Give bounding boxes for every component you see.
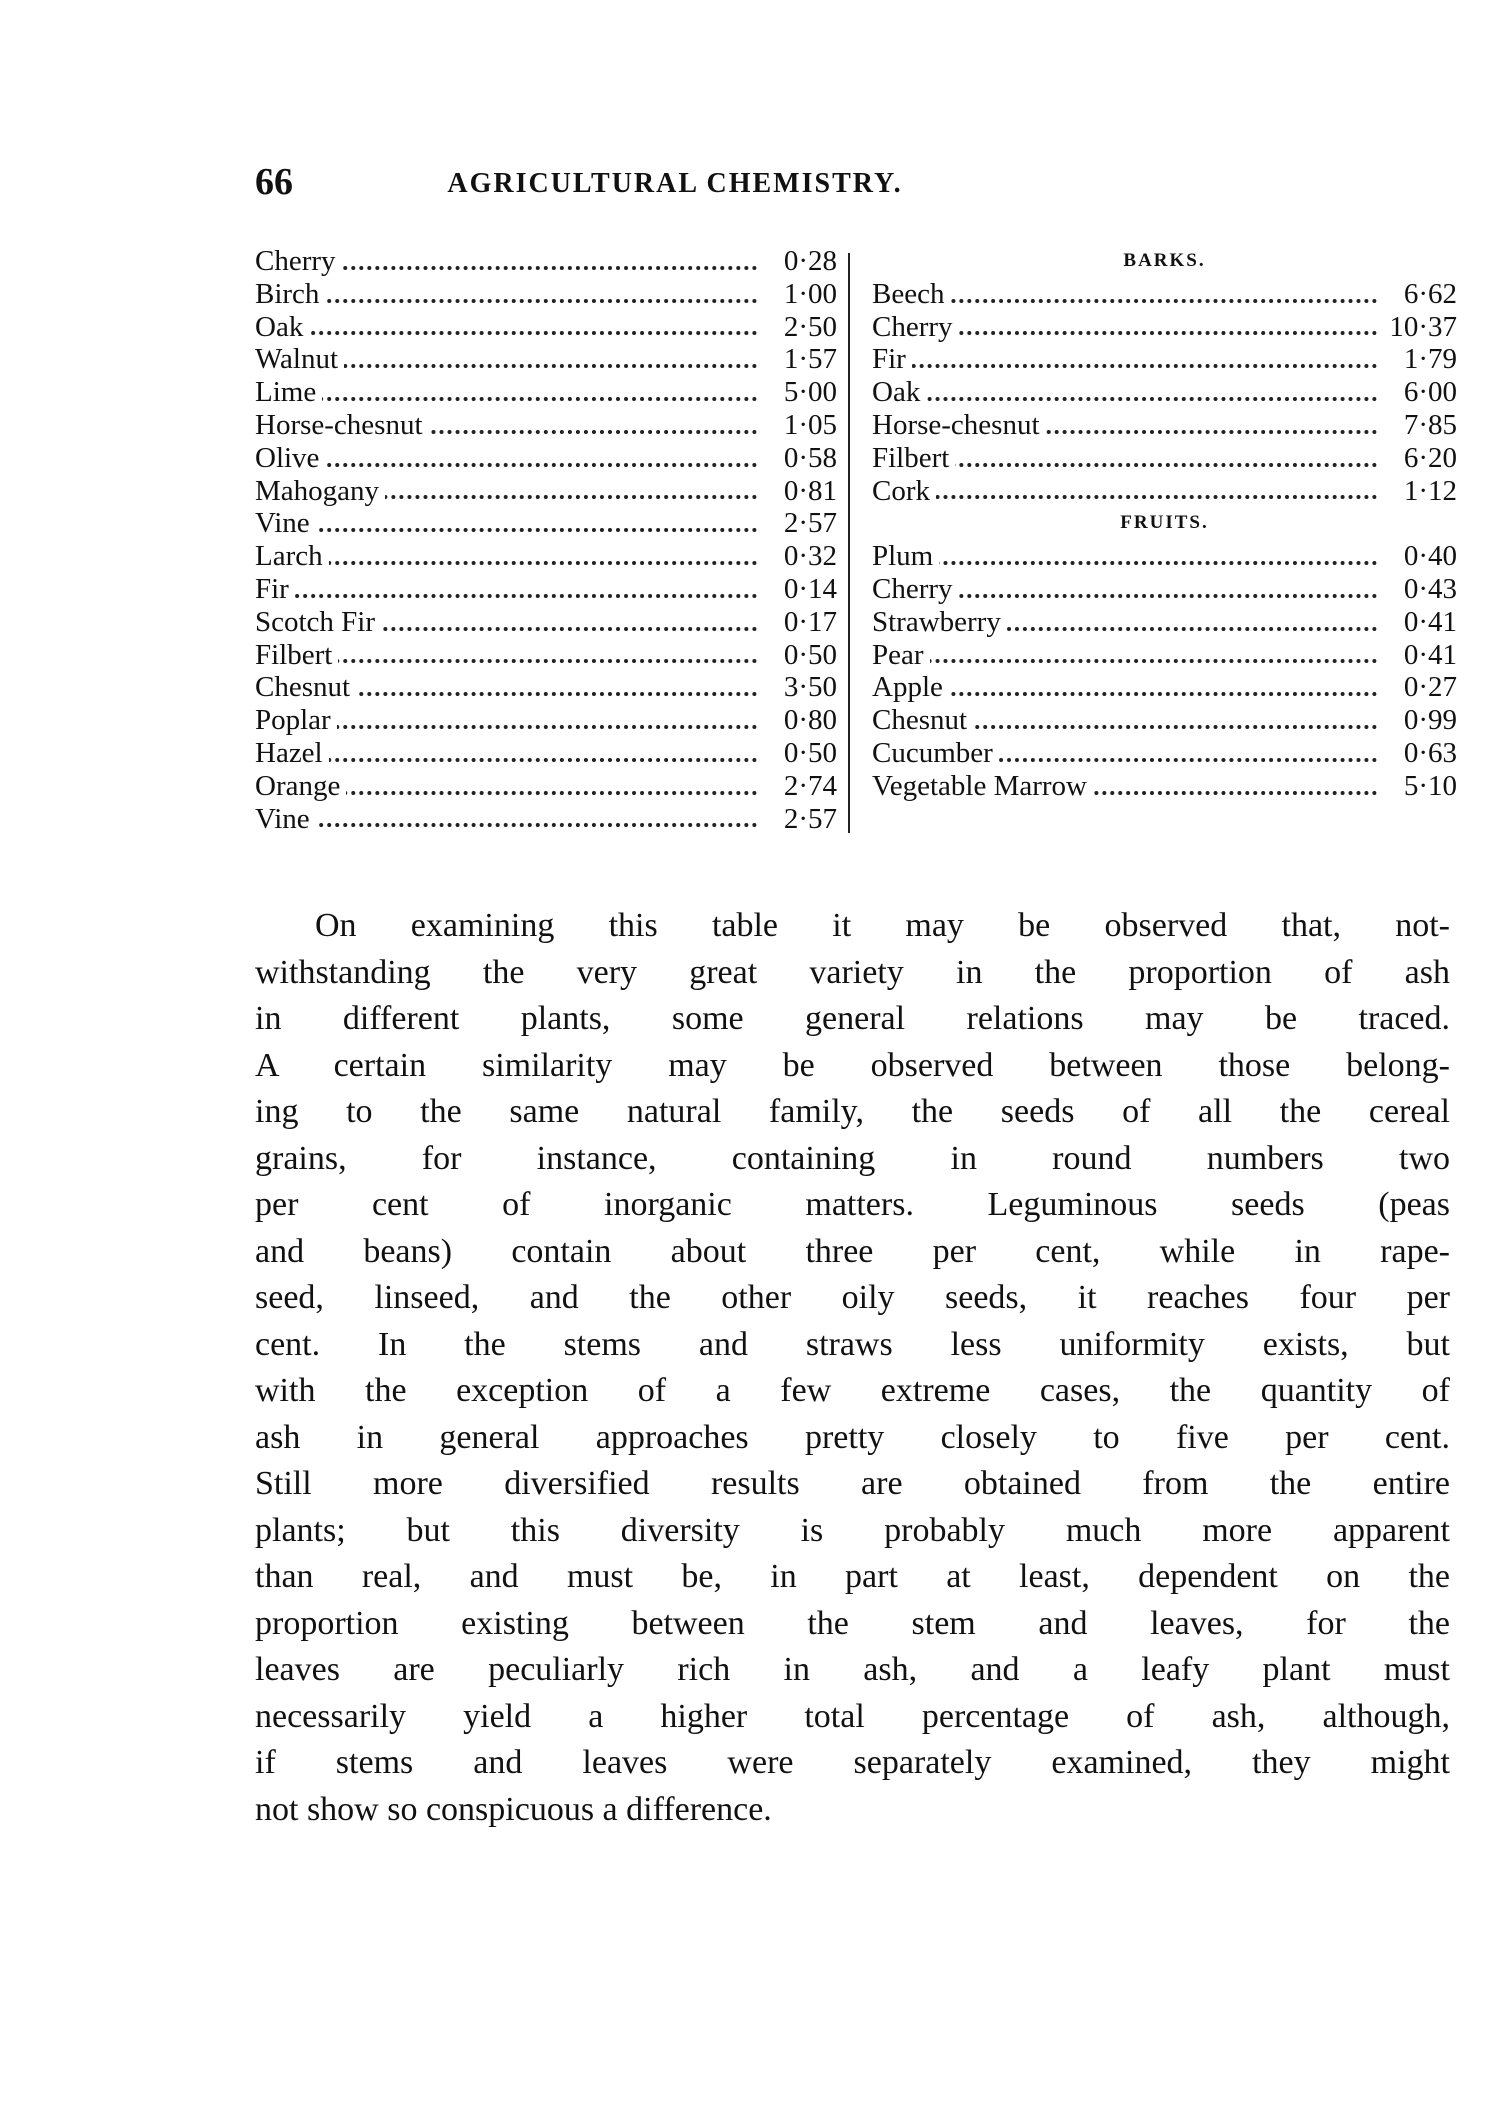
row-label: Orange (255, 770, 346, 802)
paragraph-line: plants; but this diversity is probably much more apparent (255, 1511, 1450, 1549)
row-label: Beech (872, 278, 950, 310)
table-row (872, 671, 1457, 704)
table-row (255, 573, 837, 606)
table-row (255, 704, 837, 737)
dot-leader (872, 561, 1377, 565)
paragraph-line: ing to the same natural family, the seeds of all the cereal (255, 1093, 1450, 1130)
paragraph-line: necessarily yield a higher total percentage of ash, although, (255, 1697, 1450, 1735)
table-row (872, 704, 1457, 737)
table-row (872, 409, 1457, 442)
row-label: Cherry (872, 311, 959, 343)
paragraph-line: and beans) contain about three per cent, while in rape- (255, 1232, 1450, 1270)
row-label: Scotch Fir (255, 606, 381, 638)
row-value: 0·41 (1400, 639, 1457, 672)
dot-leader (255, 299, 757, 303)
row-label: Plum (872, 540, 939, 572)
table-row (255, 245, 837, 278)
row-value: 5·10 (1400, 770, 1457, 803)
row-value: 1·57 (780, 343, 837, 376)
row-value: 0·81 (780, 475, 837, 508)
row-value: 2·57 (780, 507, 837, 540)
table-row (872, 639, 1457, 672)
table-row (255, 606, 837, 639)
row-value: 5·00 (780, 376, 837, 409)
row-value: 0·17 (780, 606, 837, 639)
barks-heading: BARKS. (1123, 250, 1206, 271)
row-value: 2·57 (780, 803, 837, 836)
row-label: Larch (255, 540, 329, 572)
dot-leader (255, 758, 757, 762)
row-label: Pear (872, 639, 930, 671)
row-label: Poplar (255, 704, 337, 736)
table-row (255, 475, 837, 508)
paragraph-line: Still more diversified results are obtained from the entire (255, 1465, 1450, 1502)
row-value: 1·12 (1400, 475, 1457, 508)
row-value: 2·74 (780, 770, 837, 803)
body-paragraph (255, 903, 1450, 1833)
table-row (255, 311, 837, 344)
row-value: 0·50 (780, 639, 837, 672)
row-value: 1·00 (780, 278, 837, 311)
table-row (255, 540, 837, 573)
table-row (255, 737, 837, 770)
paragraph-line: per cent of inorganic matters. Leguminous seeds (peas (255, 1186, 1450, 1223)
dot-leader (872, 659, 1377, 663)
row-value: 0·41 (1400, 606, 1457, 639)
table-row (255, 507, 837, 540)
paragraph-line: in different plants, some general relations may be traced. (255, 1000, 1450, 1037)
row-value: 1·05 (780, 409, 837, 442)
barks-rows (872, 278, 1457, 508)
row-value: 6·62 (1400, 278, 1457, 311)
row-value: 7·85 (1400, 409, 1457, 442)
paragraph-line: A certain similarity may be observed between those belong- (255, 1046, 1450, 1084)
row-label: Cucumber (872, 737, 999, 769)
table-row (255, 639, 837, 672)
row-label: Olive (255, 442, 325, 474)
running-title: AGRICULTURAL CHEMISTRY. (447, 168, 903, 199)
dot-leader (255, 561, 757, 565)
dot-leader (872, 397, 1377, 401)
row-label: Horse-chesnut (255, 409, 429, 441)
table-row (872, 376, 1457, 409)
row-label: Cork (872, 475, 936, 507)
row-label: Oak (255, 311, 309, 343)
row-value: 0·40 (1400, 540, 1457, 573)
row-value: 3·50 (780, 671, 837, 704)
dot-leader (255, 331, 757, 335)
row-label: Hazel (255, 737, 329, 769)
paragraph-line: with the exception of a few extreme cases, the quantity of (255, 1372, 1450, 1409)
row-label: Fir (872, 343, 912, 375)
paragraph-line: grains, for instance, containing in round numbers two (255, 1139, 1450, 1177)
table-row (255, 278, 837, 311)
paragraph-line: not show so conspicuous a difference. (255, 1790, 772, 1828)
table-row (872, 475, 1457, 508)
fruits-rows (872, 540, 1457, 802)
row-value: 10·37 (1385, 311, 1457, 344)
row-label: Cherry (872, 573, 959, 605)
row-value: 0·80 (780, 704, 837, 737)
row-label: Apple (872, 671, 949, 703)
paragraph-line: proportion existing between the stem and leaves, for the (255, 1604, 1450, 1642)
row-value: 0·63 (1400, 737, 1457, 770)
paragraph-line: ash in general approaches pretty closely to five per cent. (255, 1418, 1450, 1456)
table-row (255, 409, 837, 442)
row-value: 6·00 (1400, 376, 1457, 409)
row-label: Vegetable Marrow (872, 770, 1093, 802)
paragraph-line: than real, and must be, in part at least, dependent on the (255, 1558, 1450, 1595)
row-label: Strawberry (872, 606, 1007, 638)
table-row (255, 343, 837, 376)
column-divider (848, 253, 850, 833)
row-value: 0·27 (1400, 671, 1457, 704)
table-row (872, 573, 1457, 606)
row-label: Filbert (255, 639, 338, 671)
row-value: 2·50 (780, 311, 837, 344)
row-label: Birch (255, 278, 325, 310)
dot-leader (255, 594, 757, 598)
table-row (872, 770, 1457, 803)
table-row (872, 540, 1457, 573)
row-value: 0·32 (780, 540, 837, 573)
row-label: Lime (255, 376, 322, 408)
row-label: Horse-chesnut (872, 409, 1046, 441)
fruits-heading: FRUITS. (1120, 512, 1209, 534)
table-right-column (872, 245, 1457, 803)
table-row (255, 442, 837, 475)
table-row (872, 737, 1457, 770)
row-value: 6·20 (1400, 442, 1457, 475)
row-label: Walnut (255, 343, 344, 375)
row-value: 0·50 (780, 737, 837, 770)
table-left-column (255, 245, 837, 835)
page-number: 66 (255, 161, 293, 203)
dot-leader (872, 495, 1377, 499)
paragraph-line: seed, linseed, and the other oily seeds, it reaches four per (255, 1279, 1450, 1316)
row-label: Cherry (255, 245, 342, 277)
paragraph-line: if stems and leaves were separately examined, they might (255, 1744, 1450, 1781)
dot-leader (255, 823, 757, 827)
paragraph-line: leaves are peculiarly rich in ash, and a leafy plant must (255, 1651, 1450, 1688)
row-label: Fir (255, 573, 295, 605)
dot-leader (255, 463, 757, 467)
table-row (872, 606, 1457, 639)
row-label: Vine (255, 803, 316, 835)
row-value: 0·43 (1400, 573, 1457, 606)
table-row (255, 803, 837, 836)
table-row (255, 770, 837, 803)
row-value: 0·58 (780, 442, 837, 475)
row-label: Oak (872, 376, 926, 408)
dot-leader (872, 364, 1377, 368)
table-row (255, 671, 837, 704)
dot-leader (255, 528, 757, 532)
row-label: Filbert (872, 442, 955, 474)
ash-table (255, 245, 1455, 845)
row-value: 0·28 (780, 245, 837, 278)
row-value: 0·14 (780, 573, 837, 606)
table-row (872, 442, 1457, 475)
paragraph-line: withstanding the very great variety in the proportion of ash (255, 953, 1450, 991)
paragraph-line: cent. In the stems and straws less uniformity exists, but (255, 1325, 1450, 1363)
table-row (872, 278, 1457, 311)
row-label: Vine (255, 507, 316, 539)
paragraph-line: On examining this table it may be observed that, not- (315, 907, 1450, 944)
table-row (872, 343, 1457, 376)
row-value: 1·79 (1400, 343, 1457, 376)
row-label: Chesnut (255, 671, 356, 703)
table-row (872, 311, 1457, 344)
row-label: Mahogany (255, 475, 385, 507)
row-value: 0·99 (1400, 704, 1457, 737)
row-label: Chesnut (872, 704, 973, 736)
dot-leader (255, 397, 757, 401)
table-row (255, 376, 837, 409)
